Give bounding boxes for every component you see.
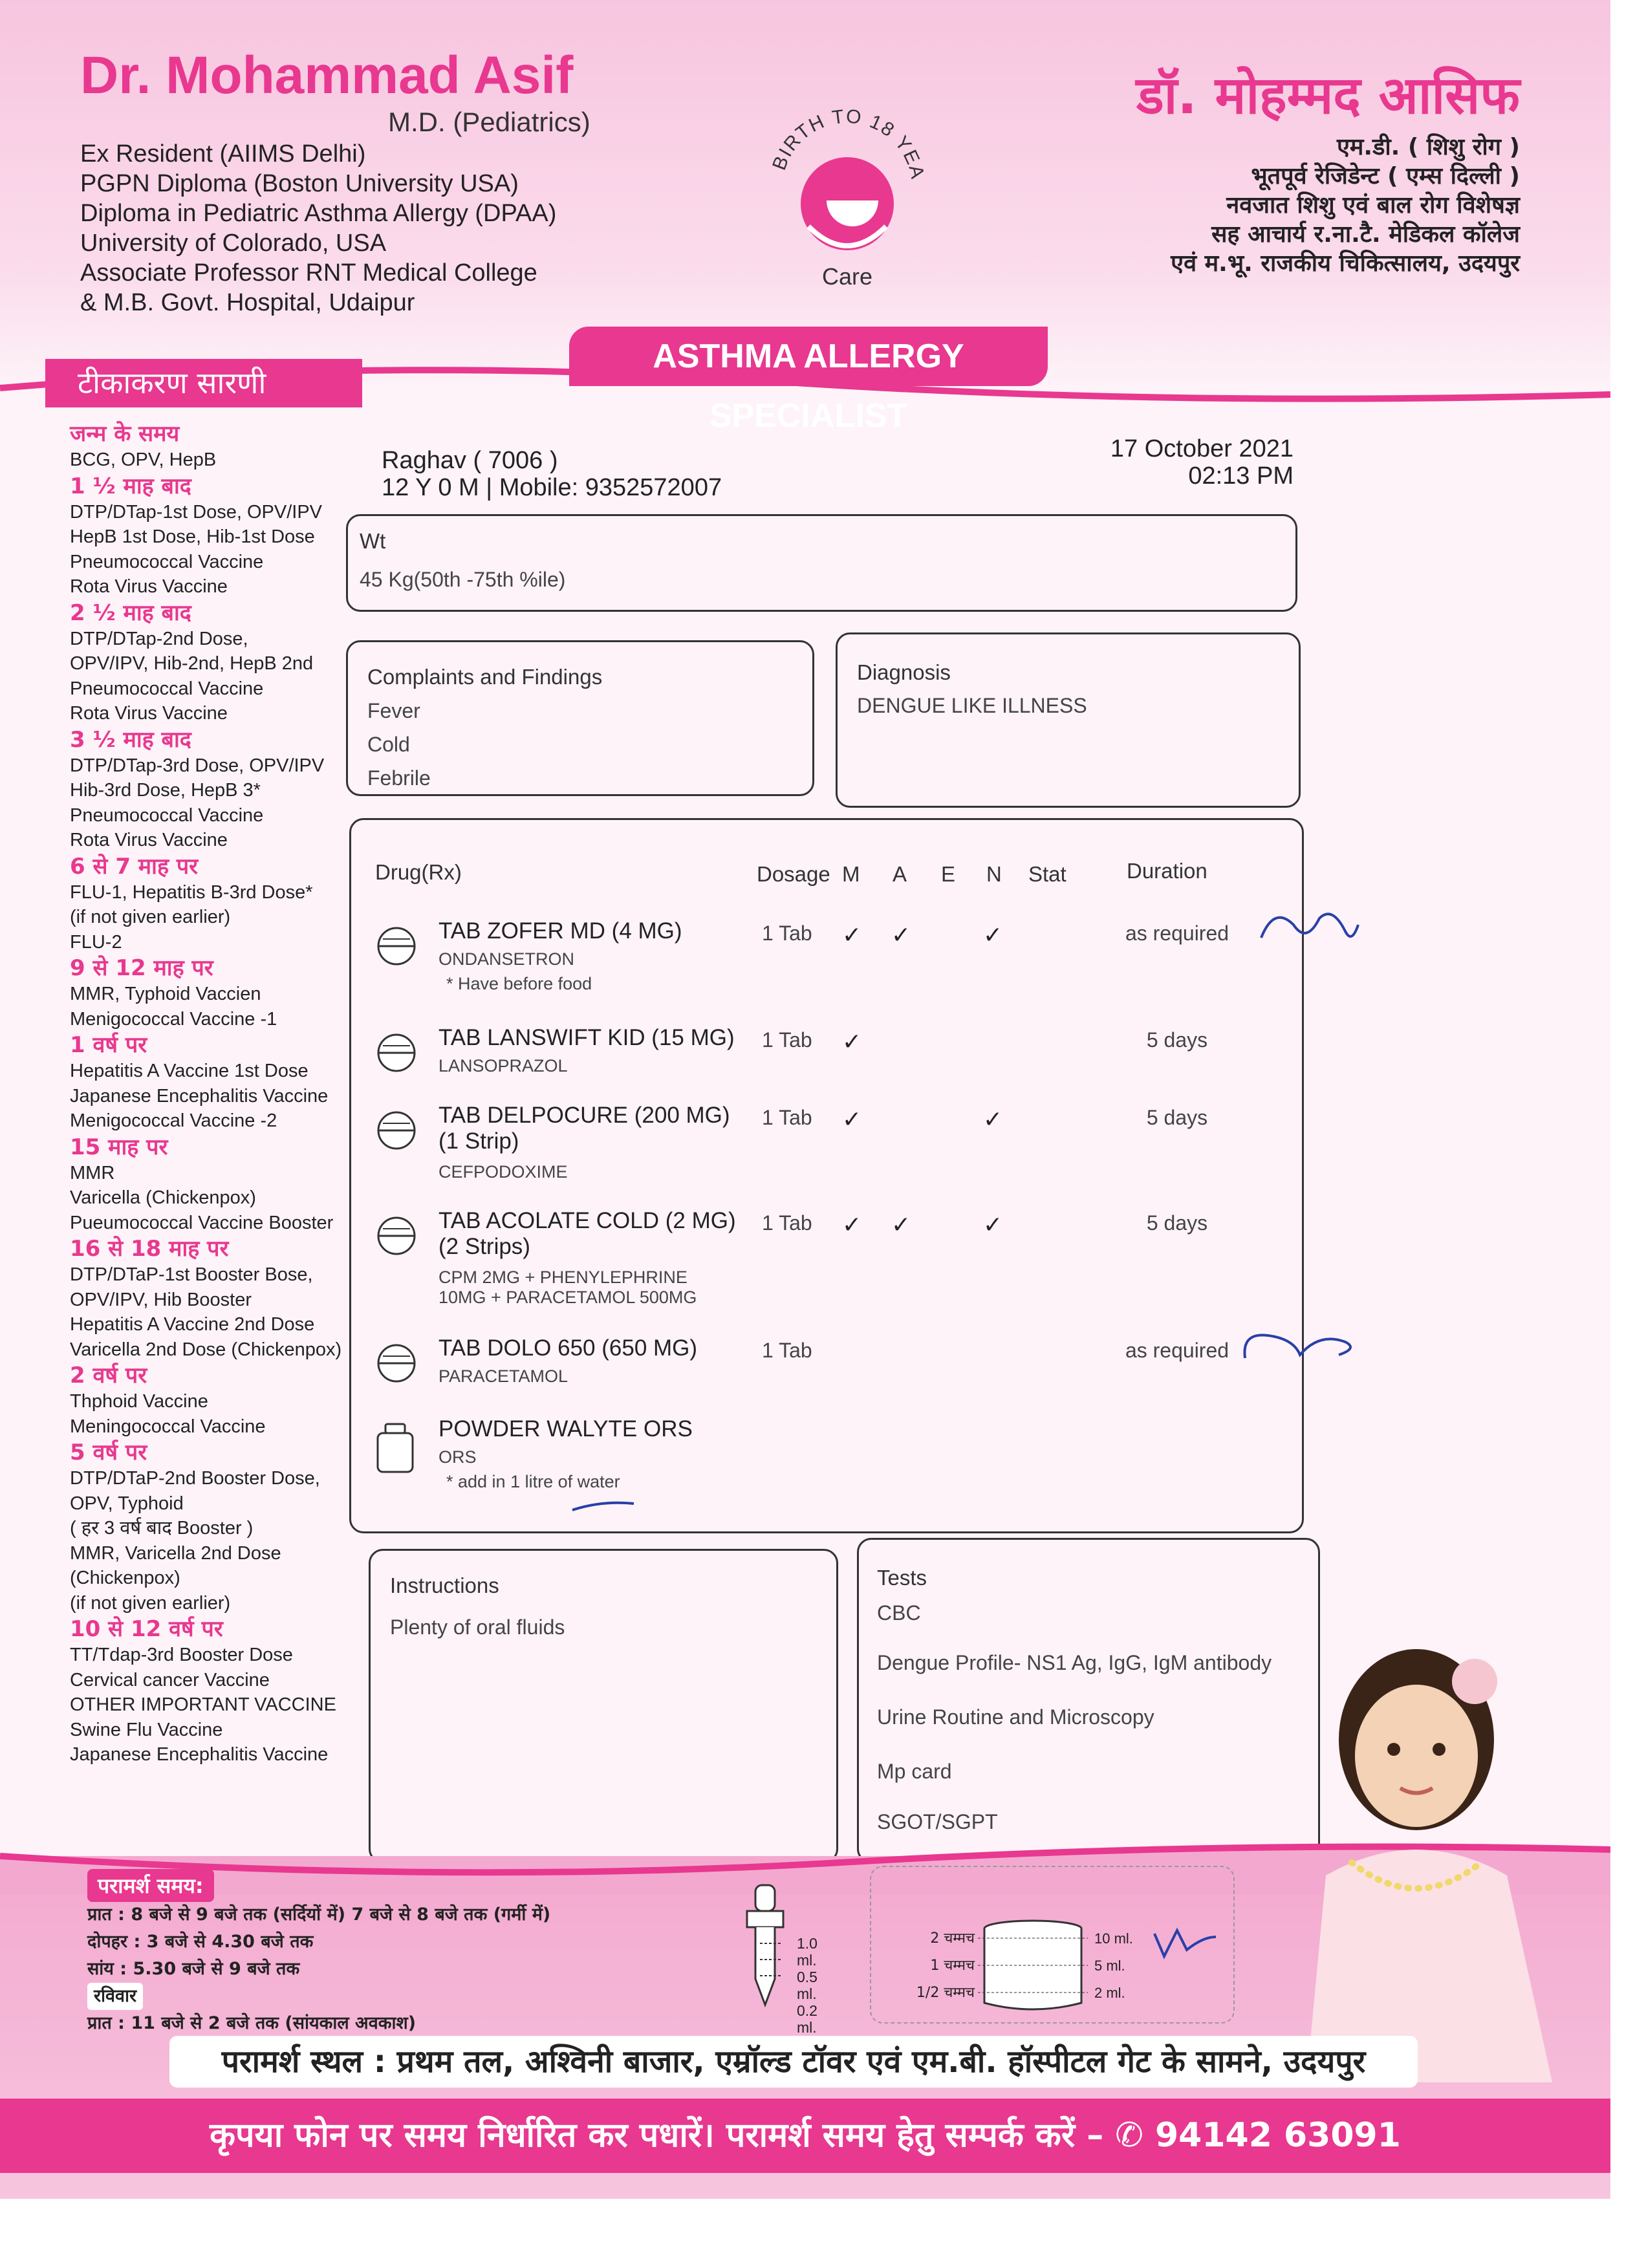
measuring-cup-icon	[978, 1919, 1088, 2016]
vitals-value: 45 Kg(50th -75th %ile)	[360, 568, 566, 591]
vaccination-item: OPV, Typhoid	[70, 1493, 184, 1514]
visit-date: 17 October 2021	[1110, 435, 1294, 462]
qualification-line-hi: नवजात शिशु एवं बाल रोग विशेषज्ञ	[1226, 192, 1520, 219]
vaccination-item: OTHER IMPORTANT VACCINE	[70, 1694, 336, 1715]
qualification-line-hi: सह आचार्य र.ना.टै. मेडिकल कॉलेज	[1211, 221, 1520, 248]
rx-header-drug: Drug(Rx)	[375, 860, 462, 884]
vaccination-item: HepB 1st Dose, Hib-1st Dose	[70, 526, 315, 547]
drug-name: POWDER WALYTE ORS	[439, 1416, 693, 1442]
spoon-ml-label: 5 ml.	[1094, 1958, 1125, 1974]
instructions-label: Instructions	[390, 1573, 499, 1597]
vaccination-item: FLU-2	[70, 931, 122, 953]
vaccination-item: MMR, Typhoid Vaccien	[70, 984, 261, 1004]
vaccination-item: Menigococcal Vaccine -2	[70, 1110, 277, 1131]
vaccination-item: Cervical cancer Vaccine	[70, 1669, 270, 1690]
vaccination-title: टीकाकरण सारणी	[45, 359, 362, 407]
care-logo	[757, 97, 938, 291]
qualification-line: University of Colorado, USA	[80, 230, 387, 257]
vaccination-item: Japanese Encephalitis Vaccine	[70, 1085, 329, 1107]
test-item: Urine Routine and Microscopy	[877, 1705, 1154, 1729]
patient-details: 12 Y 0 M | Mobile: 9352572007	[382, 474, 722, 501]
svg-text:BIRTH TO 18 YEARS: BIRTH TO 18 YEA	[768, 105, 929, 182]
diagnosis-box	[836, 632, 1301, 808]
child-photo	[1248, 1617, 1610, 2082]
contact-bar: कृपया फोन पर समय निर्धारित कर पधारें। परामर्श समय हेतु सम्पर्क करें – ✆ 94142 63091	[0, 2099, 1610, 2173]
drug-duration: 5 days	[1146, 1211, 1208, 1235]
complaints-box	[346, 640, 814, 796]
vaccination-item: (if not given earlier)	[70, 907, 231, 927]
drug-generic: CPM 2MG + PHENYLEPHRINE 10MG + PARACETAMOL 500MG	[439, 1268, 697, 1307]
test-item: Mp card	[877, 1760, 952, 1783]
drug-note: * add in 1 litre of water	[446, 1472, 620, 1491]
consultation-address: परामर्श स्थल : प्रथम तल, अश्विनी बाजार, एम्रॉल्ड टॉवर एवं एम.बी. हॉस्पीटल गेट के सामने, उदयपुर	[169, 2036, 1418, 2088]
vitals-box	[346, 514, 1297, 612]
drug-dosage: 1 Tab	[762, 1211, 812, 1235]
qualifications-en	[80, 139, 556, 318]
instructions-value: Plenty of oral fluids	[390, 1615, 565, 1639]
complaint-item: Febrile	[367, 766, 431, 790]
visit-time: 02:13 PM	[1188, 462, 1294, 490]
timing-line: प्रात : 11 बजे से 2 बजे तक (सांयकाल अवकाश)	[87, 2013, 417, 2033]
vaccination-item: Hib-3rd Dose, HepB 3*	[70, 780, 261, 801]
vaccination-item: Varicella 2nd Dose (Chickenpox)	[70, 1339, 342, 1360]
rx-header-duration: Duration	[1127, 859, 1207, 883]
drug-a: ✓	[891, 922, 911, 948]
qualification-line-hi: एम.डी. ( शिशु रोग )	[1336, 134, 1520, 160]
vaccination-item: MMR, Varicella 2nd Dose (Chickenpox)	[70, 1542, 281, 1588]
dropper-measure	[731, 1882, 817, 2036]
dropper-label: 1.0 ml.	[797, 1935, 817, 1969]
vaccination-heading: 16 से 18 माह पर	[70, 1236, 229, 1262]
diagnosis-value: DENGUE LIKE ILLNESS	[857, 694, 1087, 717]
vaccination-item: Pneumococcal Vaccine	[70, 678, 264, 699]
timing-line: दोपहर : 3 बजे से 4.30 बजे तक	[87, 1932, 314, 1952]
vaccination-item: DTP/DTap-2nd Dose,	[70, 628, 248, 649]
timings-list	[87, 1901, 550, 2037]
qualification-line-hi: एवं म.भू. राजकीय चिकित्सालय, उदयपुर	[1171, 250, 1520, 277]
vaccination-item: Meningococcal Vaccine	[70, 1416, 266, 1437]
spoon-label: 2 चम्मच	[930, 1930, 975, 1947]
vaccination-item: Swine Flu Vaccine	[70, 1719, 223, 1740]
drug-dosage: 1 Tab	[762, 1339, 812, 1362]
drug-name: TAB LANSWIFT KID (15 MG)	[439, 1025, 735, 1050]
drug-a: ✓	[891, 1211, 911, 1238]
qualification-line: PGPN Diploma (Boston University USA)	[80, 170, 519, 197]
vaccination-heading: 1 ½ माह बाद	[70, 473, 191, 499]
handwritten-initial	[1255, 899, 1371, 957]
qualification-line: Ex Resident (AIIMS Delhi)	[80, 140, 366, 167]
vaccination-heading: 5 वर्ष पर	[70, 1440, 147, 1465]
dropper-labels	[797, 1935, 817, 2036]
drug-generic: ONDANSETRON	[439, 949, 575, 969]
qualification-line: Diploma in Pediatric Asthma Allergy (DPAA)	[80, 200, 557, 227]
drug-m: ✓	[842, 1106, 862, 1132]
rx-header-stat: Stat	[1028, 862, 1067, 886]
vaccination-item: DTP/DTap-3rd Dose, OPV/IPV	[70, 755, 325, 776]
vitals-label: Wt	[360, 529, 386, 553]
qualification-line-hi: भूतपूर्व रेजिडेन्ट ( एम्स दिल्ली )	[1251, 163, 1520, 189]
vaccination-heading: 1 वर्ष पर	[70, 1032, 147, 1058]
drug-generic: CEFPODOXIME	[439, 1162, 568, 1182]
qualification-line: Associate Professor RNT Medical College	[80, 259, 537, 286]
drug-name: TAB ACOLATE COLD (2 MG) (2 Strips)	[439, 1208, 736, 1259]
vaccination-item: (if not given earlier)	[70, 1592, 231, 1614]
powder-jar-icon	[375, 1423, 415, 1478]
drug-m: ✓	[842, 1028, 862, 1055]
doctor-name-hi: डॉ. मोहम्मद आसिफ	[1136, 65, 1520, 125]
vaccination-item: Thphoid Vaccine	[70, 1391, 208, 1412]
specialty-banner: ASTHMA ALLERGY SPECIALIST	[569, 327, 1048, 386]
tests-label: Tests	[877, 1566, 927, 1590]
drug-name: TAB DOLO 650 (650 MG)	[439, 1335, 698, 1361]
vaccination-heading: 10 से 12 वर्ष पर	[70, 1616, 223, 1642]
vaccination-heading: 6 से 7 माह पर	[70, 853, 199, 880]
vaccination-item: Varicella (Chickenpox)	[70, 1187, 256, 1208]
vaccination-heading: 3 ½ माह बाद	[70, 726, 191, 753]
complaints-label: Complaints and Findings	[367, 665, 603, 689]
timing-line: सांय : 5.30 बजे से 9 बजे तक	[87, 1959, 300, 1979]
drug-m: ✓	[842, 922, 862, 948]
tablet-icon	[375, 1109, 418, 1155]
handwritten-note	[1235, 1319, 1365, 1377]
vaccination-item: ( हर 3 वर्ष बाद Booster )	[70, 1518, 254, 1539]
drug-n: ✓	[983, 922, 1003, 948]
dropper-label: 0.5 ml.	[797, 1969, 817, 2002]
rx-header-a: A	[893, 862, 907, 886]
timing-line: प्रात : 8 बजे से 9 बजे तक (सर्दियों में) 7 बजे से 8 बजे तक (गर्मी में)	[87, 1905, 551, 1925]
complaint-item: Cold	[367, 733, 410, 756]
drug-n: ✓	[983, 1106, 1003, 1132]
vaccination-item: OPV/IPV, Hib Booster	[70, 1289, 252, 1310]
dropper-label: 0.2 ml.	[797, 2002, 817, 2036]
tablet-icon	[375, 1215, 418, 1260]
spoon-ml-labels	[1094, 1925, 1133, 2007]
drug-note: * Have before food	[446, 974, 592, 993]
vaccination-item: Hepatitis A Vaccine 2nd Dose	[70, 1314, 315, 1335]
drug-dosage: 1 Tab	[762, 922, 812, 945]
drug-duration: as required	[1125, 922, 1229, 945]
complaint-item: Fever	[367, 699, 420, 722]
rx-header-dosage: Dosage	[757, 862, 830, 886]
test-item: Dengue Profile- NS1 Ag, IgG, IgM antibody	[877, 1651, 1272, 1674]
qualification-line: & M.B. Govt. Hospital, Udaipur	[80, 289, 415, 316]
vaccination-item: Rota Virus Vaccine	[70, 576, 228, 597]
vaccination-item: DTP/DTaP-2nd Booster Dose,	[70, 1468, 320, 1489]
vaccination-item: MMR	[70, 1162, 115, 1183]
vaccination-item: Menigococcal Vaccine -1	[70, 1008, 277, 1030]
drug-dosage: 1 Tab	[762, 1106, 812, 1129]
rx-header-m: M	[842, 862, 860, 886]
vaccination-item: OPV/IPV, Hib-2nd, HepB 2nd	[70, 653, 314, 674]
vaccination-item: BCG, OPV, HepB	[70, 449, 217, 470]
vaccination-item: Rota Virus Vaccine	[70, 830, 228, 850]
test-item: SGOT/SGPT	[877, 1810, 998, 1833]
drug-generic: ORS	[439, 1447, 477, 1467]
vaccination-item: Pueumococcal Vaccine Booster	[70, 1212, 334, 1233]
dropper-icon	[731, 1882, 802, 2011]
vaccination-item: Japanese Encephalitis Vaccine	[70, 1744, 329, 1765]
vaccination-item: FLU-1, Hepatitis B-3rd Dose*	[70, 881, 313, 903]
spoon-ml-label: 2 ml.	[1094, 1985, 1125, 2001]
vaccination-item: DTP/DTap-1st Dose, OPV/IPV	[70, 501, 323, 523]
instructions-box	[369, 1549, 838, 1863]
vaccination-item: Pneumococcal Vaccine	[70, 805, 264, 826]
vaccination-schedule	[70, 420, 374, 1767]
test-item: CBC	[877, 1601, 921, 1625]
spoon-ml-label: 10 ml.	[1094, 1930, 1133, 1947]
spoon-label: 1/2 चम्मच	[916, 1985, 975, 2001]
vaccination-heading: 2 ½ माह बाद	[70, 599, 191, 626]
handwritten-mark	[569, 1494, 647, 1520]
drug-generic: LANSOPRAZOL	[439, 1056, 568, 1075]
vaccination-item: DTP/DTaP-1st Booster Bose,	[70, 1264, 313, 1285]
vaccination-item: Pneumococcal Vaccine	[70, 551, 264, 572]
spoon-labels	[884, 1925, 975, 2007]
vaccination-heading: 15 माह पर	[70, 1134, 168, 1160]
tablet-icon	[375, 1342, 418, 1388]
svg-text:Care: Care	[821, 263, 873, 290]
drug-generic: PARACETAMOL	[439, 1366, 568, 1386]
drug-duration: 5 days	[1146, 1106, 1208, 1129]
vaccination-item: TT/Tdap-3rd Booster Dose	[70, 1645, 293, 1665]
drug-name: TAB DELPOCURE (200 MG) (1 Strip)	[439, 1103, 730, 1154]
drug-n: ✓	[983, 1211, 1003, 1238]
handwritten-tick	[1151, 1924, 1222, 1963]
vaccination-item: Hepatitis A Vaccine 1st Dose	[70, 1061, 309, 1081]
drug-duration: as required	[1125, 1339, 1229, 1362]
qualifications-hi	[1171, 133, 1520, 278]
vaccination-heading: जन्म के समय	[70, 421, 180, 447]
vaccination-heading: 2 वर्ष पर	[70, 1363, 147, 1388]
drug-name: TAB ZOFER MD (4 MG)	[439, 918, 682, 944]
timing-line: रविवार	[87, 1983, 143, 2010]
drug-dosage: 1 Tab	[762, 1028, 812, 1052]
tablet-icon	[375, 925, 418, 971]
rx-header-n: N	[986, 862, 1002, 886]
drug-duration: 5 days	[1146, 1028, 1208, 1052]
vaccination-heading: 9 से 12 माह पर	[70, 955, 213, 981]
spoon-label: 1 चम्मच	[930, 1958, 975, 1974]
vaccination-item: Rota Virus Vaccine	[70, 703, 228, 724]
drug-m: ✓	[842, 1211, 862, 1238]
rx-header-e: E	[941, 862, 956, 886]
doctor-name-en: Dr. Mohammad Asif	[80, 46, 574, 105]
patient-name: Raghav ( 7006 )	[382, 447, 558, 474]
doctor-degree-en: M.D. (Pediatrics)	[388, 107, 590, 137]
diagnosis-label: Diagnosis	[857, 660, 951, 684]
tablet-icon	[375, 1031, 418, 1077]
timings-title: परामर्श समय:	[87, 1869, 214, 1902]
